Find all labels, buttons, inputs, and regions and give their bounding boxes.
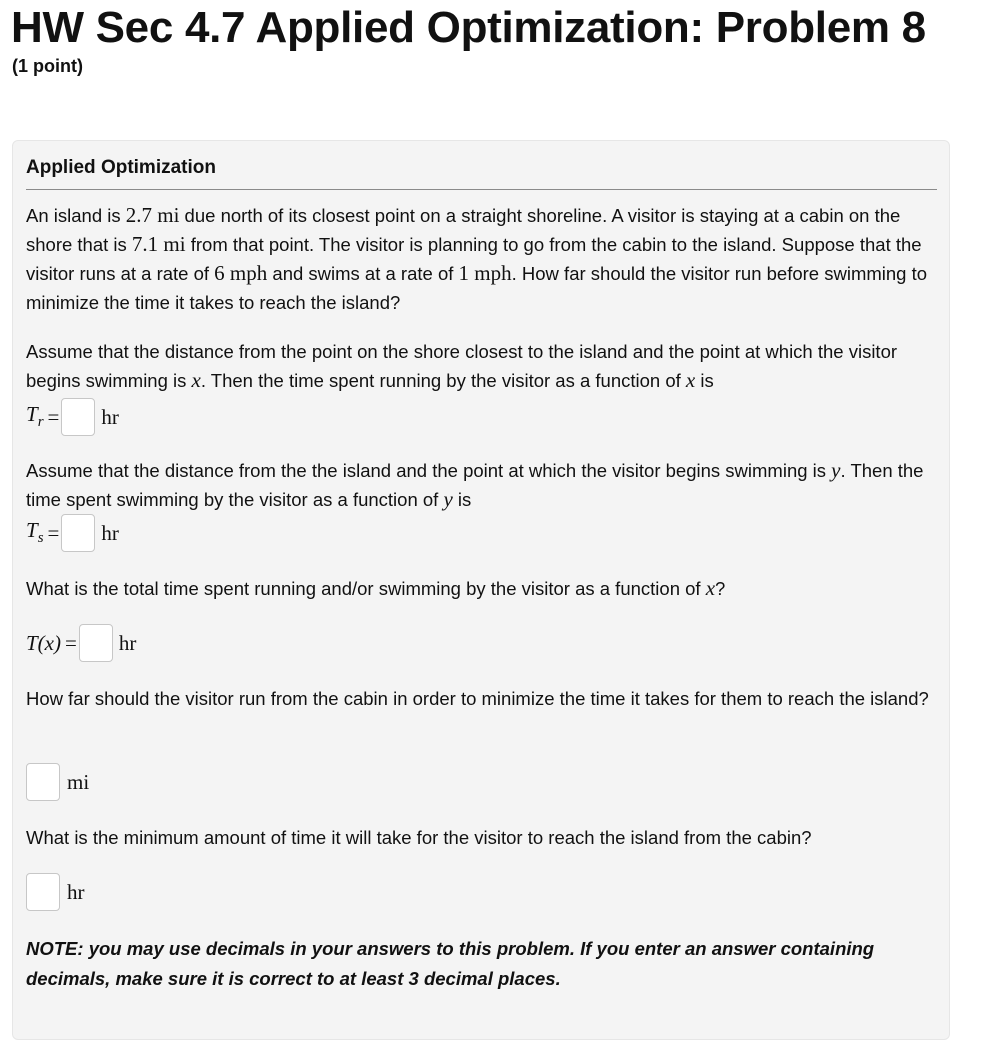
part4-text: How far should the visitor run from the cabin in order to minimize the time it takes for them to reach the island? bbox=[26, 688, 929, 709]
problem-statement: An island is 2.7 mi due north of its closest point on a straight shoreline. A visitor is staying at a cabin on the shore that is 7.1 mi from that point. The visitor is planning to go from the cabin to the island. Suppose that the visitor runs at a rate of 6 mph and swims at a rate of 1 mph. How far should the visitor run before swimming to minimize the time it takes to reach the island? bbox=[26, 203, 928, 313]
total-time-input[interactable] bbox=[79, 624, 113, 662]
running-time-label: $T_r$ bbox=[26, 402, 44, 431]
part2-text: Assume that the distance from the the island and the point at which the visitor begins swimming is y. Then the time spent swimming by the visitor as a function of y is bbox=[26, 458, 924, 511]
decimal-note: NOTE: you may use decimals in your answers to this problem. If you enter an answer containing decimals, make sure it is correct to at least 3 decimal places. bbox=[26, 938, 875, 989]
part2-answer-row: $T_s$ = hr bbox=[26, 513, 119, 553]
running-time-input[interactable] bbox=[61, 398, 95, 436]
min-time-unit: hr bbox=[67, 879, 85, 904]
swimming-time-input[interactable] bbox=[61, 514, 95, 552]
part1-answer-row: $T_r$ = hr bbox=[26, 397, 119, 437]
run-distance-input[interactable] bbox=[26, 763, 60, 801]
island-distance: 2.7 mi bbox=[125, 203, 180, 227]
part5-answer-row bbox=[26, 872, 85, 912]
part5-text: What is the minimum amount of time it will take for the visitor to reach the island from the cabin? bbox=[26, 827, 812, 848]
total-time-unit: hr bbox=[118, 630, 137, 655]
part4-answer-row bbox=[26, 762, 89, 802]
run-rate: 6 mph bbox=[214, 261, 268, 285]
page-title: HW Sec 4.7 Applied Optimization: Problem 8 bbox=[11, 3, 926, 52]
running-time-unit: hr bbox=[101, 404, 119, 429]
point-value: (1 point) bbox=[12, 56, 83, 76]
part3-answer-row: T(x) = hr bbox=[26, 623, 136, 663]
min-time-input[interactable] bbox=[26, 873, 60, 911]
section-heading: Applied Optimization bbox=[26, 157, 216, 178]
part3-text: What is the total time spent running and/or swimming by the visitor as a function of x? bbox=[26, 576, 726, 600]
swim-rate: 1 mph bbox=[458, 261, 512, 285]
heading-divider bbox=[26, 189, 937, 190]
run-distance-unit: mi bbox=[67, 769, 90, 794]
swimming-time-unit: hr bbox=[101, 520, 119, 545]
swimming-time-label: $T_s$ bbox=[26, 518, 44, 547]
cabin-distance: 7.1 mi bbox=[131, 232, 186, 256]
part1-text: Assume that the distance from the point on the shore closest to the island and the point at which the visitor begins swimming is x. Then the time spent running by the visitor as a function of x is bbox=[26, 341, 898, 392]
total-time-label: T(x) bbox=[26, 630, 61, 655]
